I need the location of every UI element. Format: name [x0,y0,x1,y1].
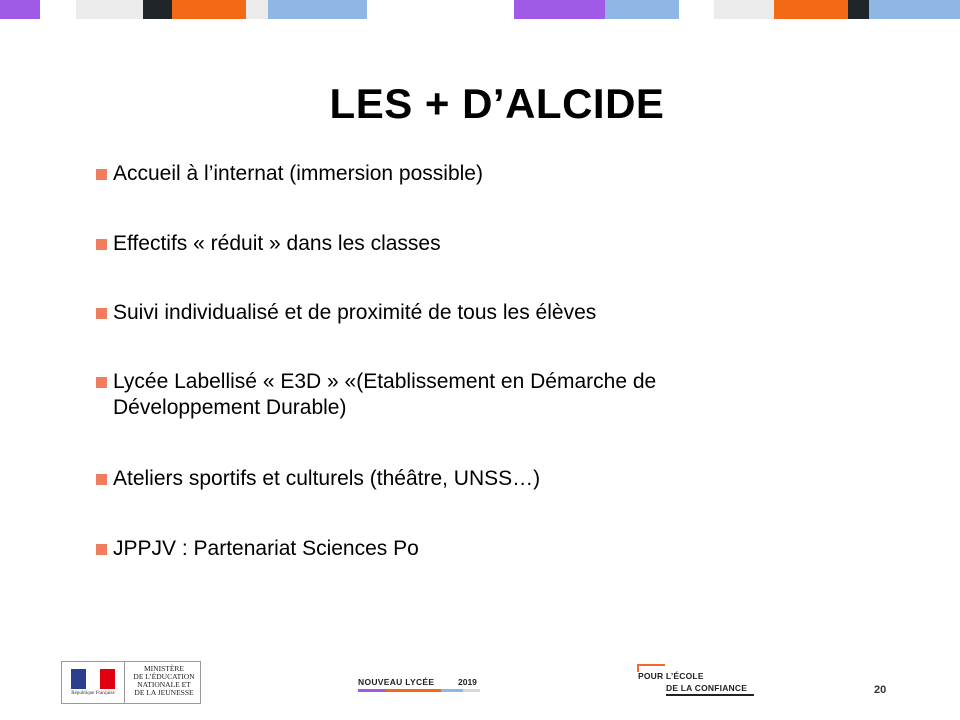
nouveau-lycee-label: NOUVEAU LYCÉE [358,677,435,687]
republic-label: République Française [71,691,115,696]
top-bar-segment [143,0,172,19]
ministry-line: DE LA JEUNESSE [134,688,194,697]
square-bullet-icon [96,474,107,485]
ecole-confiance-logo [637,664,755,696]
ministry-name [128,665,200,697]
bullet-item [96,466,776,492]
top-bar-segment [514,0,605,19]
ministry-logo [61,661,201,704]
ministry-line: DE L’ÉDUCATION [133,672,195,681]
square-bullet-icon [96,239,107,250]
ministry-line: MINISTÈRE [144,664,184,673]
bullet-item [96,369,746,421]
slide-title: LES + D’ALCIDE [329,80,665,127]
top-color-bar [0,0,960,19]
bullet-text: Effectifs « réduit » dans les classes [113,232,441,255]
top-bar-segment [774,0,848,19]
logo-bar-segment [358,689,386,692]
nouveau-lycee-year: 2019 [458,677,477,687]
page-number: 20 [874,684,887,696]
top-bar-segment [869,0,960,19]
top-bar-segment [268,0,367,19]
french-flag-icon [71,669,115,689]
square-bullet-icon [96,169,107,180]
logo-bar-segment [463,689,480,692]
bullet-item [96,161,776,187]
bullet-text: Lycée Labellisé « E3D » «(Etablissement en Démarche de Développement Durable) [113,370,657,419]
nouveau-lycee-logo [358,677,480,693]
square-bullet-icon [96,377,107,388]
top-bar-segment [246,0,268,19]
bullet-item [96,300,776,326]
top-bar-segment [714,0,774,19]
top-bar-segment [605,0,679,19]
bullet-text: Accueil à l’internat (immersion possible) [113,162,483,185]
square-bullet-icon [96,308,107,319]
square-bullet-icon [96,544,107,555]
bullet-item [96,536,776,562]
bullet-text: Ateliers sportifs et culturels (théâtre, UNSS…) [113,467,541,490]
confiance-underline [666,694,754,696]
top-bar-segment [848,0,869,19]
confiance-line-1: POUR L’ÉCOLE [638,671,704,681]
logo-bar-segment [386,689,441,692]
bullet-text: Suivi individualisé et de proximité de tous les élèves [113,301,597,324]
bullet-text: JPPJV : Partenariat Sciences Po [113,537,419,560]
logo-bar-segment [441,689,463,692]
bullet-item [96,231,776,257]
confiance-line-2: DE LA CONFIANCE [666,683,748,693]
top-bar-segment [172,0,246,19]
top-bar-segment [76,0,143,19]
top-bar-segment [0,0,40,19]
ministry-line: NATIONALE ET [137,680,191,689]
marianne-block [62,662,125,703]
